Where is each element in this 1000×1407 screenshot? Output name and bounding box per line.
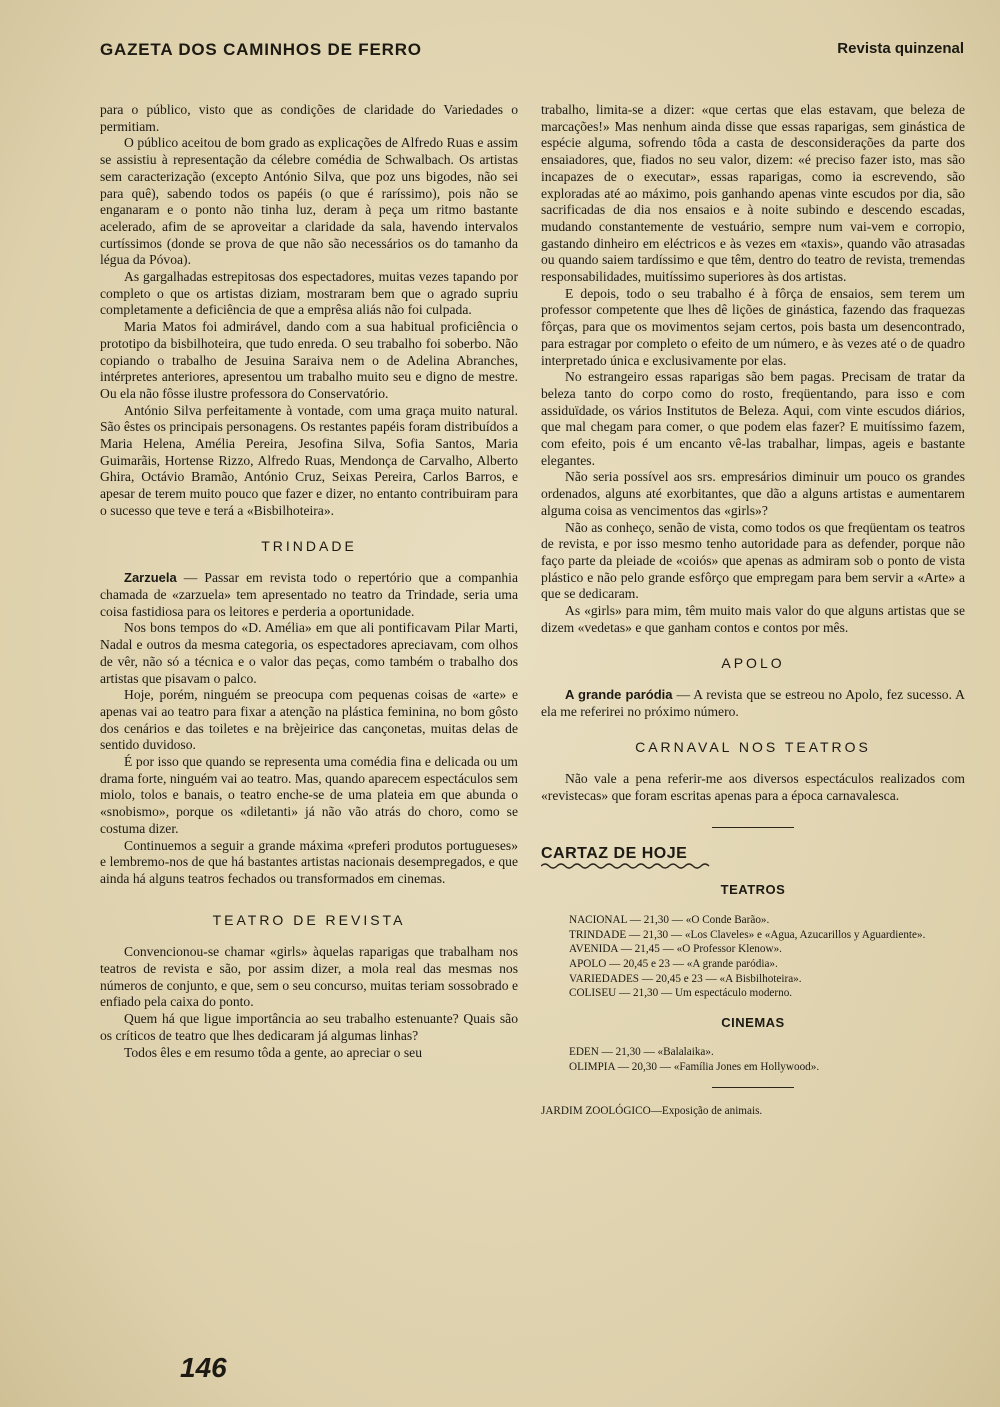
section-heading-carnaval: CARNAVAL NOS TEATROS bbox=[635, 738, 871, 755]
page-number: 146 bbox=[180, 1352, 227, 1383]
list-item: AVENIDA — 21,45 — «O Professor Klenow». bbox=[569, 943, 782, 956]
paragraph: As «girls» para mim, têm muito mais valor do que alguns artistas que se dizem «vedetas» e que ganham contos e contos por mês. bbox=[541, 603, 965, 635]
paragraph: Todos êles e em resumo tôda a gente, ao apreciar o seu bbox=[124, 1044, 422, 1060]
paragraph: Nos bons tempos do «D. Amélia» em que ali pontificavam Pilar Marti, Nadal e outros da mesma categoria, os espectadores apreciavam, com olhos de vêr, não só a técnica e o valor das peças, como também o trabalho dos artistas que pisavam o palco. bbox=[100, 620, 518, 686]
publication-periodicity: Revista quinzenal bbox=[837, 40, 964, 57]
section-heading-trindade: TRINDADE bbox=[261, 537, 357, 554]
paragraph: E depois, todo o seu trabalho é à fôrça de ensaios, sem terem um professor competente que lhes dê lições de ginástica, fazendo das fraquezas fôrças, para que os movimentos sejam certos, pois basta um desencontrado, para estragar por completo o efeito de um número, e às vezes até o de quadro interpretado única e exclusivamente por elas. bbox=[541, 285, 965, 368]
list-item: TRINDADE — 21,30 — «Los Claveles» e «Agua, Azucarillos y Aguardiente». bbox=[569, 928, 926, 941]
lead-term: Zarzuela bbox=[124, 570, 177, 586]
paragraph-text: — Passar em revista todo o repertório que a companhia chamada de «zarzuela» tem apresentado no teatro da Trindade, seria uma coisa fastidiosa para os leitores e perderia a oportunidade. bbox=[100, 570, 518, 619]
cartaz-heading: CARTAZ DE HOJE bbox=[541, 844, 688, 862]
section-heading-apolo: APOLO bbox=[721, 654, 785, 671]
paragraph: Não vale a pena referir-me aos diversos espectáculos realizados com «revistecas» que foram escritas apenas para a época carnavalesca. bbox=[541, 771, 965, 804]
publication-title: GAZETA DOS CAMINHOS DE FERRO bbox=[100, 40, 422, 59]
paragraph: As gargalhadas estrepitosas dos espectadores, muitas vezes tapando por completo o que os artistas diziam, mostraram bem que o agrado supriu completamente a deficiência de que a emprêsa aliás não foi culpada. bbox=[100, 269, 518, 318]
paragraph: O público aceitou de bom grado as explicações de Alfredo Ruas e assim se assistiu à representação da célebre comédia de Schwalbach. Os artistas sem caracterização (excepto António Silva, que poz uns bigodes, não sei para quê), sabendo todos os papéis (o que é raríssimo), pois não se enganaram e o ponto não tinha luz, deram à peça um ritmo bastante acelerado, afim de se aproveitar a claridade da sala, havendo intervalos curtíssimos (donde se prova de que não são necessários os do tamanho da légua da Póvoa). bbox=[100, 135, 518, 268]
section-heading-teatro-de-revista: TEATRO DE REVISTA bbox=[212, 911, 406, 928]
paragraph: António Silva perfeitamente à vontade, com uma graça muito natural. São êstes os principais personagens. Os restantes papéis foram distribuídos a Maria Helena, Amélia Pereira, Jesofina Silva, Sofia Santos, Maria Guimarãis, Hortense Rizzo, Alfredo Ruas, Mendonça de Carvalho, Alberto Ghira, Octávio Bramão, António Cruz, Seixas Pereira, Carlos Barros, e apesar de terem muito pouco que fazer e dizer, no entanto contribuiram para o sucesso que teve e terá a «Bisbilhoteira». bbox=[100, 402, 518, 518]
teatros-list bbox=[541, 913, 965, 1001]
paragraph: Não as conheço, senão de vista, como todos os que freqüentam os teatros de revista, e por isso mesmo tenho autoridade para as defender, porque não faço parte da pleiade de «coiós» que apenas as admiram sob o ponto de vista plástico e não pelo grande esfôrço que empregam para bem servir a «Arte» a que se dedicaram. bbox=[541, 519, 965, 602]
list-item: APOLO — 20,45 e 23 — «A grande paródia». bbox=[569, 957, 778, 970]
paragraph: É por isso que quando se representa uma comédia fina e delicada ou um drama forte, ninguém vai ao teatro. Mas, quando aparecem espectáculos sem miolo, tolos e banais, o teatro enche-se de uma plateia em que abunda o «snobismo», porque os «diletanti» já não vão atrás do choro, como se costuma dizer. bbox=[100, 754, 518, 836]
left-column bbox=[100, 102, 518, 1061]
paragraph: No estrangeiro essas raparigas são bem pagas. Precisam de tratar da beleza tanto do corpo como do rosto, freqüentando, para isso e com assiduïdade, os vários Institutos de Beleza. Aqui, com vinte escudos diários, que mal chegam para comer, o que podem elas fazer? E muitíssimo fazem, com efeito, pois é um encanto vê-las trabalhar, limpas, ageis e bastante elegantes. bbox=[541, 369, 965, 468]
cinemas-heading: CINEMAS bbox=[721, 1014, 785, 1030]
jardim-listing bbox=[541, 1104, 965, 1119]
paragraph-text: — A revista que se estreou no Apolo, fez sucesso. A ela me referirei no próximo número. bbox=[541, 687, 965, 719]
paragraph-apolo bbox=[541, 687, 965, 720]
list-item: VARIEDADES — 20,45 e 23 — «A Bisbilhoteira». bbox=[569, 972, 802, 985]
list-item: COLISEU — 21,30 — Um espectáculo moderno. bbox=[569, 987, 793, 1000]
wavy-underline bbox=[541, 862, 711, 870]
teatros-heading: TEATROS bbox=[720, 882, 786, 898]
paragraph: Hoje, porém, ninguém se preocupa com pequenas coisas de «arte» e apenas vai ao teatro para fixar a atenção na plástica feminina, no bom gôsto dos cenários e das toiletes e na brèjeirice das cançonetas, muitas delas de sentido duvidoso. bbox=[100, 687, 518, 753]
cinemas-list bbox=[541, 1045, 965, 1074]
divider-rule bbox=[712, 1087, 794, 1088]
list-item: OLIMPIA — 20,30 — «Família Jones em Hollywood». bbox=[569, 1060, 820, 1073]
paragraph: Convencionou-se chamar «girls» àquelas raparigas que trabalham nos teatros de revista e são, por assim dizer, a mola real das mesmas nos números de conjunto, e que, sem o seu concurso, muitas teriam sossobrado e enfiado pela caixa do ponto. bbox=[100, 944, 518, 1010]
list-item: EDEN — 21,30 — «Balalaika». bbox=[569, 1046, 714, 1059]
list-item: NACIONAL — 21,30 — «O Conde Barão». bbox=[569, 914, 770, 927]
paragraph-zarzuela bbox=[100, 570, 518, 620]
list-item: JARDIM ZOOLÓGICO—Exposição de animais. bbox=[541, 1104, 763, 1117]
paragraph: trabalho, limita-se a dizer: «que certas que elas estavam, que beleza de marcações!» Mas nenhum ainda disse que essas raparigas, sem ginástica de espécie alguma, sofrendo tôda a casta de desconsiderações da parte dos ensaiadores, que, fiados no seu valor, dizem: «é preciso fazer isto, mas são incapazes de o executar», essas raparigas, como ia escrevendo, são exploradas até ao máximo, pois ganhando apenas vinte escudos por dia, são sacrificadas de dia nos ensaios e à noite subindo e descendo escadas, mudando constantemente de vestuário, sempre num vai-vem e corropio, gastando dinheiro em eléctricos e às vezes em «taxis», quando vão atrasadas ou quando saiem tardíssimo e que têm, dentro do teatro de revista, tremendas responsabilidades, muitíssimo superiores às dos artistas. bbox=[541, 102, 965, 285]
divider-rule bbox=[712, 827, 794, 828]
paragraph: Não seria possível aos srs. empresários diminuir um pouco os grandes ordenados, alguns até exorbitantes, que dão a alguns artistas e aumentarem alguma coisa as vencimentos das «girls»? bbox=[541, 469, 965, 518]
paragraph: Quem há que ligue importância ao seu trabalho estenuante? Quais são os críticos de teatro que lhes dedicaram já algumas linhas? bbox=[100, 1011, 518, 1043]
paragraph: Continuemos a seguir a grande máxima «preferi produtos portugueses» e lembremo-nos de que há bastantes artistas nacionais desempregados, e que ainda há alguns teatros fechados ou transformados em cinemas. bbox=[100, 837, 518, 886]
paragraph: para o público, visto que as condições de claridade do Variedades o permitiam. bbox=[100, 102, 518, 134]
lead-term: A grande paródia bbox=[565, 687, 673, 703]
paragraph: Maria Matos foi admirável, dando com a sua habitual proficiência o prototipo da bisbilhoteira, que tudo enreda. O seu trabalho foi soberbo. Não copiando o trabalho de Jesuina Saraiva nem o de Adelina Abranches, intérpretes anteriores, apresentou um trabalho muito seu e digno de mestre. Ou ela não fôsse ilustre professora do Conservatório. bbox=[100, 319, 518, 401]
right-column bbox=[541, 102, 965, 1118]
